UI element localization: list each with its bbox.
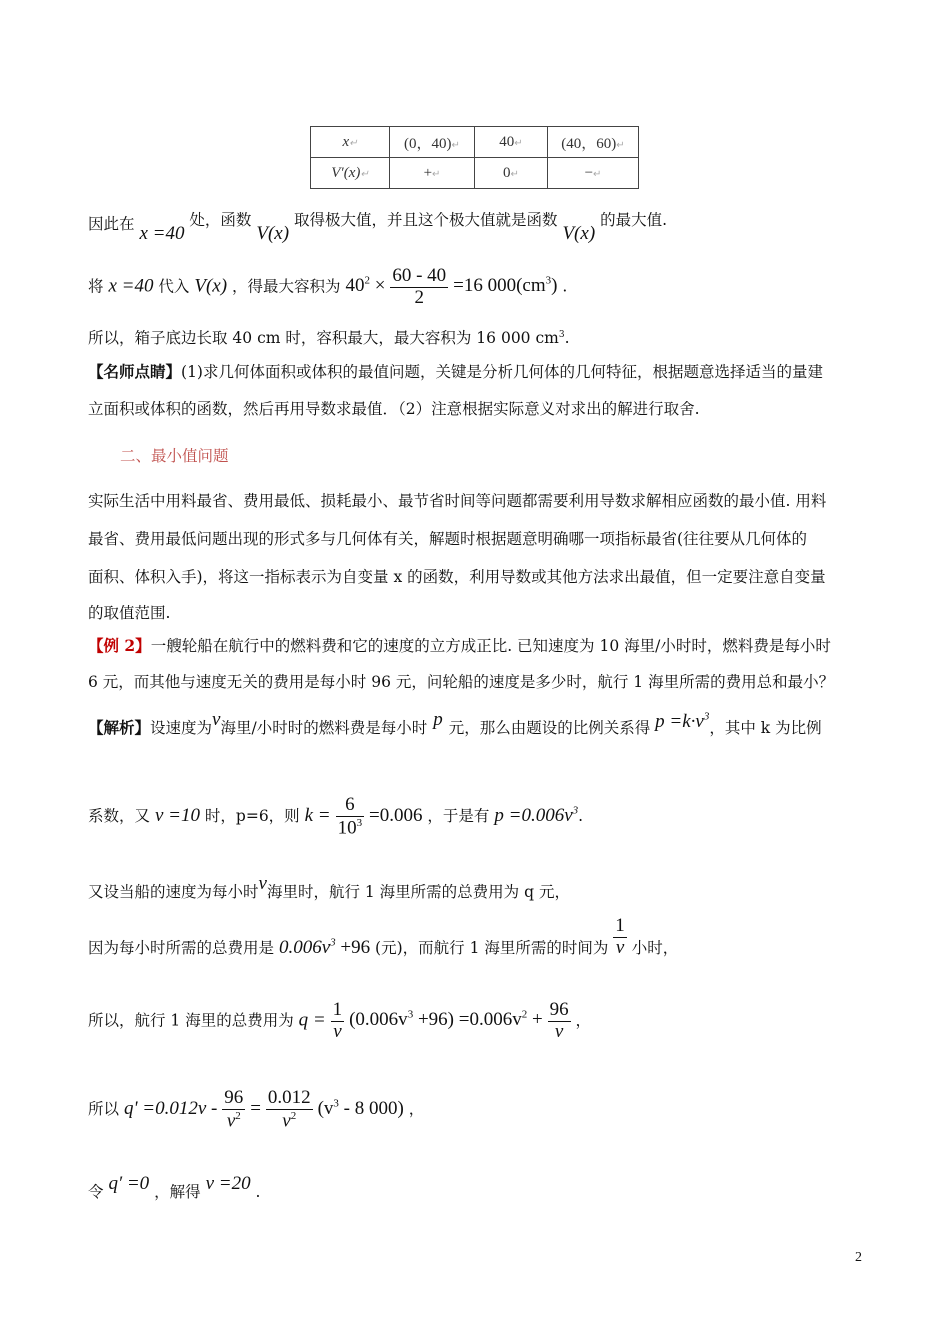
math-part: 3 [572,804,579,817]
text-line [88,916,678,959]
math: V(x) [194,275,228,297]
text-line [88,266,567,309]
text: (1)求几何体面积或体积的最值问题，关键是分析几何体的几何特征，根据题意选择适当的量建 [181,363,823,381]
table-row [311,127,639,158]
math-part: 40 [345,275,365,297]
text: 元，那么由题设的比例关系得 [448,719,651,737]
math-part: 2 [235,1109,241,1122]
text-line: 最省、费用最低问题出现的形式多与几何体有关，解题时根据题意明确哪一项指标最省(往往要从几何体的 [88,530,808,548]
section-heading: 二、最小值问题 [120,447,229,465]
fraction [331,1000,345,1043]
fraction [548,1000,571,1043]
math-part: 2 [521,1009,528,1022]
math [349,1009,543,1030]
math-part: × [374,275,386,297]
text: ， [575,1011,592,1030]
cell-text: x [342,133,350,150]
fraction [266,1088,313,1132]
text: 取得极大值，并且这个极大值就是函数 [294,211,558,229]
math [318,1098,404,1119]
text: 代入 [158,277,190,296]
text-line [88,709,822,739]
example-label: 【例 2】 [88,636,151,655]
text-line [88,326,570,348]
math: v =20 [205,1173,251,1194]
text: 海里/小时时的燃料费是每小时 [220,719,428,737]
math-part: ) [551,275,558,297]
math [494,805,578,826]
math: = [250,1098,261,1120]
math-part: +96 [335,936,371,958]
text: ，得最大容积为 [232,277,341,296]
math-part: p =0.006v [494,805,573,827]
text: 一艘轮船在航行中的燃料费和它的速度的立方成正比. 已知速度为 10 海里/小时时，燃料费是每小时 [150,637,831,655]
text: 系数，又 [88,807,151,826]
denominator [266,1110,313,1132]
page-number: 2 [855,1250,862,1265]
math-part: =16 000(cm [453,275,546,297]
text-line: 面积、体积入手)，将这一指标表示为自变量 x 的函数，利用导数或其他方法求出最值，但一定要注意自变量 [88,568,826,586]
cell-text: (0，40) [404,135,452,152]
math-part: 10 [337,817,357,839]
text: . [564,329,570,347]
text: (元)，而航行 1 海里所需的时间为 [375,938,609,957]
text: 将 [88,277,104,296]
text: 时，p=6，则 [204,807,300,826]
math-part: 3 [333,1097,339,1110]
math: q' =0.012v - [123,1098,218,1120]
text: 所以，航行 1 海里的总费用为 [88,1011,294,1030]
math-part: 3 [330,936,336,949]
denominator: v [615,936,625,958]
denominator: 2 [414,286,425,308]
math: V(x) [256,223,290,244]
text: 海里时，航行 1 海里所需的总费用为 q 元， [266,883,570,901]
text-line [88,211,668,244]
text: . [255,1183,261,1201]
math [655,711,709,732]
table-cell: 40↵ [475,127,548,158]
text: 又设当船的速度为每小时 [88,883,259,901]
fraction [336,795,365,839]
math: v [212,709,221,730]
math-part: 3 [703,710,710,723]
text: 的最大值. [600,211,668,229]
numerator: 1 [332,999,343,1020]
table-cell: (40，60)↵ [548,127,639,158]
math-part: v [282,1110,291,1132]
table-cell: (0，40)↵ [390,127,475,158]
numerator: 1 [615,915,625,936]
math [279,937,370,958]
text: 处，函数 [189,211,252,229]
text: 立面积或体积的函数，然后再用导数求最值．（2）注意根据实际意义对求出的解进行取舍. [88,400,700,418]
denominator: v [554,1020,564,1042]
numerator: 0.012 [267,1087,311,1108]
math-part: (v [317,1098,334,1120]
table-cell: x↵ [311,127,390,158]
text: 所以 [88,1100,120,1119]
math-part: 3 [545,275,552,288]
text: ，其中 k 为比例 [709,719,822,737]
text: 所以，箱子底边长取 40 cm 时，容积最大，最大容积为 16 000 cm [88,329,559,347]
math: x =40 [139,223,185,244]
math: V(x) [562,223,596,244]
text: ，于是有 [427,807,490,826]
math-part: 3 [356,816,363,829]
math-part: - 8 000) [338,1098,404,1120]
math [453,275,557,296]
math: =0.006 [369,805,423,827]
math: p [433,709,443,730]
math-part: 3 [407,1009,414,1022]
text: 令 [88,1183,104,1201]
text-line [88,1000,591,1043]
math-part: (0.006v [349,1009,408,1031]
math-part: 2 [290,1109,297,1122]
text-line [88,873,570,903]
table-row [311,158,639,189]
numerator: 6 [336,795,365,817]
math-part: p =k·v [655,711,704,732]
text-line [88,360,823,382]
math-part: 0.006v [278,936,331,958]
numerator: 96 [224,1087,244,1108]
math [345,275,385,296]
text: 因为每小时所需的总费用是 [88,938,275,957]
text: 小时， [631,938,679,957]
text: . [562,277,568,296]
table-cell: +↵ [390,158,475,189]
text: ，解得 [154,1183,201,1201]
numerator: 60 - 40 [392,265,447,286]
cell-text: 0 [503,164,511,181]
math: q′ =0 [108,1173,150,1194]
math-part: 2 [364,275,370,288]
text: . [578,807,584,826]
label: 【解析】 [88,718,151,737]
fraction [613,916,627,959]
math: v =10 [154,805,200,827]
table-cell: −↵ [548,158,639,189]
denominator [336,817,365,839]
math: q = [298,1009,326,1031]
denominator [222,1110,245,1132]
cell-text: − [584,164,594,181]
text-line: 的取值范围. [88,604,171,622]
text-line [88,1088,424,1132]
text-line: 6 元，而其他与速度无关的费用是每小时 96 元，问轮船的速度是多少时，航行 1 海里所需的费用总和最小？ [88,673,835,691]
math-part: v [226,1110,236,1132]
table-cell: V′(x)↵ [311,158,390,189]
text-line: 实际生活中用料最省、费用最低、损耗最小、最节省时间等问题都需要利用导数求解相应函数的最小值. 用料 [88,492,827,510]
table-cell: 0↵ [475,158,548,189]
numerator: 96 [549,999,569,1020]
fraction [222,1088,245,1132]
math-part: +96) =0.006v [413,1009,522,1031]
text-line [88,634,831,656]
fraction [390,266,448,309]
text-line [88,1172,261,1201]
cell-text: 40 [499,133,515,150]
math: x =40 [108,275,154,297]
text: 设速度为 [150,719,213,737]
denominator: v [333,1020,342,1042]
text-line [88,397,700,419]
text-line [88,795,583,839]
math-part: + [527,1009,543,1031]
text: ， [408,1100,425,1119]
cell-text: (40，60) [561,135,617,152]
cell-text: V′(x) [331,164,361,181]
sign-table [310,126,639,189]
math: k = [304,805,331,827]
text: 3 [558,329,565,340]
cell-text: + [423,164,433,181]
math: v [258,873,267,894]
text: 因此在 [88,215,135,233]
label: 【名师点睛】 [88,362,182,381]
